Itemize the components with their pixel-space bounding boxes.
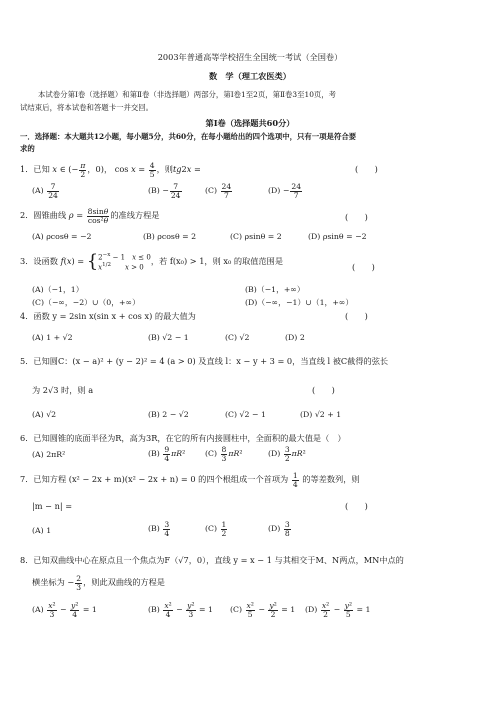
q4-option-a: (A) 1 + √2 [32, 333, 73, 342]
question-7-stem-1: 7．已知方程 (x² − 2x + m)(x² − 2x + n) = 0 的四个根组成一个首项为 $\frac{1}{4}$ 的等差数列，则 [20, 471, 360, 489]
q1-option-d: (D) − $\frac{24}{7}$ [268, 182, 302, 200]
q7-option-a: (A) 1 [32, 526, 52, 535]
q1-option-c: (C) $\frac{24}{7}$ [205, 182, 232, 200]
intro-line-1: 本试卷分第Ⅰ卷（选择题）和第Ⅱ卷（非选择题）两部分，第Ⅰ卷1至2页，第Ⅱ卷3至10页，考 [38, 90, 337, 99]
q6-option-c: (C) $\frac{8}{3}$ πR² [205, 445, 243, 463]
section-title: 第Ⅰ卷（选择题共60分） [205, 118, 295, 128]
question-2-stem: 2．圆锥曲线 ρ = $\frac{8\sin\theta}{\text{cos²θ}}$ 的准线方程是 [20, 207, 160, 225]
q2-option-a: (A) ρcosθ = −2 [32, 232, 92, 241]
answer-bracket-q4: ( ) [345, 311, 368, 321]
q8-option-c: (C) $\frac{\text{x²}}{5}$ − $\frac{\text{y²}}{2}$ = 1 [230, 601, 296, 619]
answer-bracket-q7: ( ) [345, 501, 368, 511]
q6-option-b: (B) $\frac{9}{4}$ πR² [148, 445, 186, 463]
q8-option-d: (D) $\frac{\text{x²}}{2}$ − $\frac{\text{y²}}{5}$ = 1 [305, 601, 371, 619]
question-8-stem-2: 横坐标为 − $\frac{2}{3}$ ，则此双曲线的方程是 [32, 574, 165, 592]
q2-option-b: (B) ρcosθ = 2 [143, 232, 197, 241]
q3-option-c: (C)（−∞，−2）∪（0，+∞） [32, 298, 140, 307]
question-8-stem-1: 8．已知双曲线中心在原点且一个焦点为F（√7，0），直线 y = x − 1 与其相交于M、N两点，MN中点的 [20, 555, 404, 565]
q5-option-a: (A) √2 [32, 410, 57, 419]
answer-bracket-q1: ( ) [355, 164, 378, 174]
question-1-stem: 1．已知 x ∈ (− $\frac{\pi}{2}$ ，0)， cos x = $\frac{4}{5}$ ，则tg2x = [20, 161, 201, 179]
q7-option-b: (B) $\frac{3}{4}$ [148, 520, 170, 538]
question-4-stem: 4．函数 y = 2sin x(sin x + cos x) 的最大值为 [20, 311, 196, 321]
q6-option-a: (A) 2πR² [32, 450, 66, 459]
q4-option-d: (D) 2 [285, 333, 305, 342]
question-7-stem-2: |m − n| = [32, 501, 73, 511]
question-3-stem: 3．设函数 $f(x) = \{2^{-x} - 1$ x ≤ 0 $x^{1/2}$ x > 0，若 f(x₀) > 1，则 x₀ 的取值范围是 [20, 251, 284, 273]
q1-option-b: (B) − $\frac{7}{24}$ [148, 182, 181, 200]
q8-option-a: (A) $\frac{\text{x²}}{3}$ − $\frac{\text{y²}}{4}$ = 1 [32, 601, 97, 619]
q1-option-a: (A) $\frac{7}{24}$ [32, 182, 58, 200]
q5-option-b: (B) 2 − √2 [148, 410, 189, 419]
question-5-stem-1: 5．已知圆C：(x − a)² + (y − 2)² = 4 (a > 0) 及直线 l：x − y + 3 = 0，当直线 l 被C截得的弦长 [20, 356, 389, 366]
answer-bracket-q3: ( ) [352, 262, 375, 272]
q2-option-d: (D) ρsinθ = −2 [308, 232, 367, 241]
q8-option-b: (B) $\frac{\text{x²}}{4}$ − $\frac{\text{y²}}{3}$ = 1 [148, 601, 213, 619]
q7-option-d: (D) $\frac{3}{8}$ [268, 520, 290, 538]
exam-title: 2003年普通高等学校招生全国统一考试（全国卷） [157, 52, 343, 62]
subject-title: 数 学（理工农医类） [209, 71, 291, 81]
q4-option-b: (B) √2 − 1 [148, 333, 189, 342]
q3-option-b: (B)（−1，+∞） [245, 285, 305, 294]
answer-bracket-q2: ( ) [345, 212, 368, 222]
instruction-line-2: 求的 [20, 144, 35, 153]
instruction-line-1: 一．选择题：本大题共12小题，每小题5分，共60分，在每小题给出的四个选项中，只有一项是符合要 [20, 132, 357, 141]
q3-option-a: (A)（−1，1） [32, 285, 84, 294]
q2-option-c: (C) ρsinθ = 2 [230, 232, 282, 241]
question-5-stem-2: 为 2√3 时，则 a [32, 385, 94, 395]
q5-option-d: (D) √2 + 1 [300, 410, 342, 419]
q6-option-d: (D) $\frac{3}{2}$ πR² [268, 445, 306, 463]
q3-option-d: (D)（−∞，−1）∪（1，+∞） [245, 298, 354, 307]
q5-option-c: (C) √2 − 1 [225, 410, 266, 419]
intro-line-2: 试结束后，将本试卷和答题卡一并交回。 [20, 103, 154, 112]
question-6-stem: 6．已知圆锥的底面半径为R，高为3R，在它的所有内接圆柱中，全面积的最大值是（ ） [20, 433, 346, 443]
q4-option-c: (C) √2 [225, 333, 250, 342]
q7-option-c: (C) $\frac{1}{2}$ [205, 520, 227, 538]
answer-bracket-q5: ( ) [312, 385, 335, 395]
